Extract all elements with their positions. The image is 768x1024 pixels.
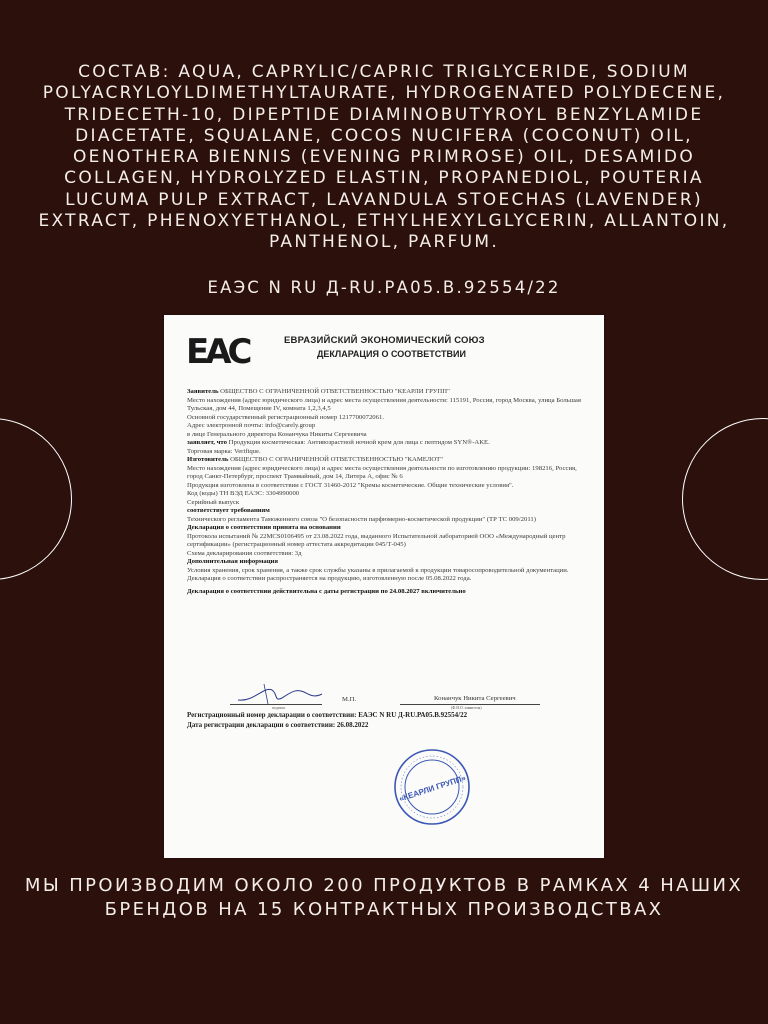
decorative-circle-right — [682, 418, 768, 580]
manufacturer-name: ОБЩЕСТВО С ОГРАНИЧЕННОЙ ОТВЕТСТВЕННОСТЬЮ "КАМЕЛОТ" — [230, 456, 443, 463]
conforms-text: Технического регламента Таможенного союза "О безопасности парфюмерно-косметической продукции" (ТР ТС 009/2011) — [187, 515, 536, 523]
bottom-slogan: МЫ ПРОИЗВОДИМ ОКОЛО 200 ПРОДУКТОВ В РАМКАХ 4 НАШИХ БРЕНДОВ НА 15 КОНТРАКТНЫХ ПРОИЗВОДСТВАХ — [24, 875, 744, 920]
registration-info — [187, 711, 597, 730]
svg-text:«КЕАРЛИ ГРУПП»: «КЕАРЛИ ГРУПП» — [397, 773, 467, 804]
extra-info-text: Условия хранения, срок хранения, а также срок службы указаны в прилагаемой к продукции товаросопроводительной документации. Декларация о соответствии распространяется на продукцию, изготовленную после 05.08.2022 года. — [187, 566, 569, 582]
declaration-document — [164, 315, 604, 858]
applicant-label: Заявитель — [187, 388, 219, 395]
company-stamp — [392, 747, 472, 827]
applicant-address: Место нахождения (адрес юридического лица) и адрес места осуществления деятельности: 115191, Россия, город Москва, улица Большая Тульская, дом 44, Помещение IV, комната 1,2,3,4,5 — [187, 396, 581, 412]
fio-caption: (Ф.И.О. заявителя) — [451, 706, 482, 710]
declares-text: Продукция косметическая: Антивозрастной ночной крем для лица с пептидом SYN®-AKE. — [228, 439, 490, 446]
declaration-scheme: Схема декларирования соответствия: 3д — [187, 549, 302, 557]
document-header-title: ДЕКЛАРАЦИЯ О СООТВЕТСТВИИ — [317, 349, 466, 359]
decorative-circle-left — [0, 418, 72, 580]
registration-number-caption: ЕАЭС N RU Д-RU.РА05.В.92554/22 — [207, 278, 561, 297]
extra-info-label: Дополнительная информация — [187, 558, 279, 565]
signature-caption: подпись — [272, 706, 286, 710]
manufacturer-label: Изготовитель — [187, 456, 229, 463]
manufacturer-address: Место нахождения (адрес юридического лица) и адрес места осуществления деятельности по изготовлению продукции: 198216, Россия, город Санкт-Петербург, проспект Трамвайный, дом 14, Литера А, офис № 6 — [187, 464, 577, 480]
registration-number-line: Регистрационный номер декларации о соответствии: ЕАЭС N RU Д-RU.РА05.В.92554/22 — [187, 711, 468, 719]
signer-line — [400, 704, 540, 705]
signer-name: Конанчук Никита Сергеевич — [434, 695, 516, 702]
manufacturer-standard: Продукция изготовлена в соответствии с ГОСТ 31460-2012 "Кремы косметические. Общие технические условия". — [187, 481, 514, 489]
basis-label: Декларация о соответствии принята на основании — [187, 524, 341, 531]
declares-label: заявляет, что — [187, 439, 227, 446]
signature-line — [230, 704, 322, 705]
ingredients-text: СОСТАВ: AQUA, CAPRYLIC/CAPRIC TRIGLYCERIDE, SODIUM POLYACRYLOYLDIMETHYLTAURATE, HYDROGENATED POLYDECENE, TRIDECETH-10, DIPEPTIDE DIAMINOBUTYROYL BENZYLAMIDE DIACETATE, SQUALANE, COCOS NUCIFERA (COCONUT) OIL, OENOTHERA BIENNIS (EVENING PRIMROSE) OIL, DESAMIDO COLLAGEN, HYDROLYZED ELASTIN, PROPANEDIOL, POUTERIA LUCUMA PULP EXTRACT, LAVANDULA STOECHAS (LAVENDER) EXTRACT, PHENOXYETHANOL, ETHYLHEXYLGLYCERIN, ALLANTOIN, PANTHENOL, PARFUM. — [38, 62, 730, 253]
conforms-label: соответствует требованиям — [187, 507, 270, 514]
trademark: Торговая марка: Verifique. — [187, 447, 261, 455]
applicant-email: Адрес электронной почты: info@carely.group — [187, 422, 316, 429]
applicant-ogrn: Основной государственный регистрационный номер 1217700072061. — [187, 413, 385, 421]
mp-label: М.П. — [342, 696, 357, 703]
document-body — [187, 388, 587, 596]
applicant-name: ОБЩЕСТВО С ОГРАНИЧЕННОЙ ОТВЕТСТВЕННОСТЬЮ "КЕАРЛИ ГРУПП" — [220, 388, 450, 395]
signature-mark — [234, 680, 324, 706]
tnved-code: Код (коды) ТН ВЭД ЕАЭС: 3304990000 — [187, 490, 300, 497]
serial-release: Серийный выпуск — [187, 498, 240, 506]
validity-line: Декларация о соответствии действительна с даты регистрации по 24.08.2027 включительно — [187, 587, 466, 595]
eac-mark: EAC — [186, 332, 249, 372]
basis-text: Протокола испытаний № 22MCS0106495 от 23.08.2022 года, выданного Испытательной лабораторией ООО «Международный центр сертификации» (регистрационный номер аттестата аккредитации 045/Т-045) — [187, 532, 566, 548]
applicant-director: в лице Генерального директора Конанчука Никиты Сергеевича — [187, 430, 367, 438]
document-header-union: ЕВРАЗИЙСКИЙ ЭКОНОМИЧЕСКИЙ СОЮЗ — [284, 335, 485, 346]
registration-date-line: Дата регистрации декларации о соответствии: 26.08.2022 — [187, 720, 369, 729]
